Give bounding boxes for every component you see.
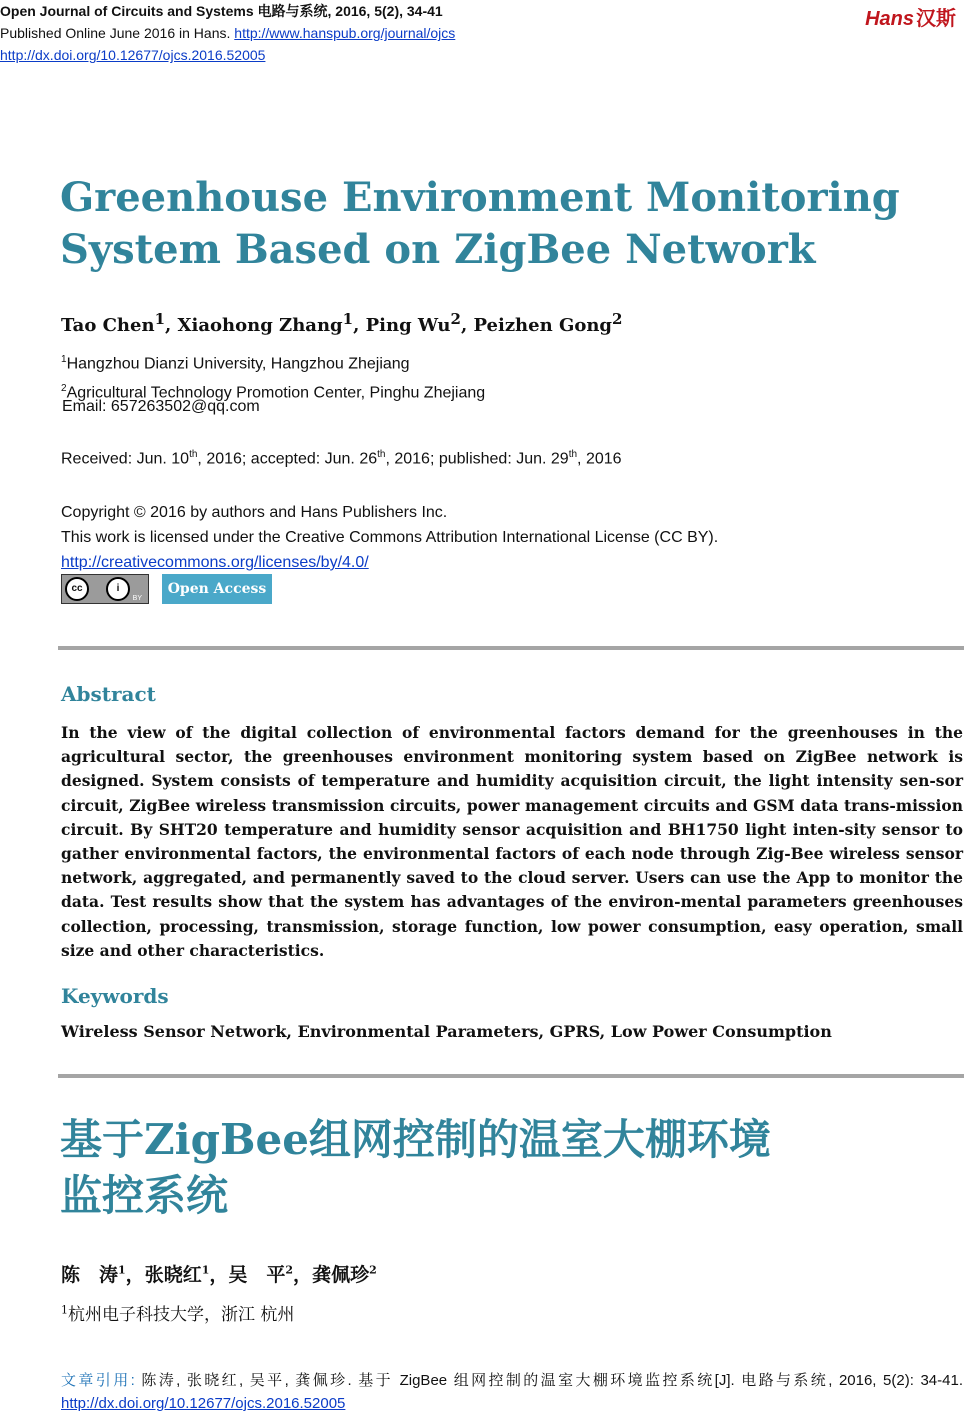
logo-cn: 汉斯 [916,8,956,30]
copyright-block [61,500,718,575]
citation-text: 陈涛, 张晓红, 吴平, 龚佩珍. 基于 ZigBee 组网控制的温室大棚环境监控系统[J]. 电路与系统, 2016, 5(2): 34-41. [141,1372,963,1389]
author: Xiaohong Zhang$^1$, [177,310,366,336]
copyright-line: Copyright © 2016 by authors and Hans Publishers Inc. [61,504,448,521]
keywords-heading: Keywords [61,984,169,1008]
dates-line: Received: Jun. 10th, 2016; accepted: Jun. 26th, 2016; published: Jun. 29th, 2016 [61,449,622,468]
title-cn-line: 基于ZigBee组网控制的温室大棚环境 [60,1115,771,1164]
author: Ping Wu$^2$, [365,310,474,336]
published-prefix: Published Online June 2016 in Hans. [0,25,235,41]
open-access-badge: Open Access [162,574,272,604]
license-line: This work is licensed under the Creative Commons Attribution International License (CC BY). [61,529,719,546]
abstract-text: In the view of the digital collection of environmental factors demand for the greenhouses in the agricultural sector, the greenhouses environment monitoring system based on ZigBee network is designed. System consists of temperature and humidity acquisition circuit, the light intensity sen-sor circuit, ZigBee wireless transmission circuits, power management circuits and GSM data trans-mission circuit. By SHT20 temperature and humidity sensor acquisition and BH1750 light inten-sity sensor to gather environmental factors, the environmental factors of each node through Zig-Bee wireless sensor network, aggregated, and permanently saved to the cloud server. Users can use the App to monitor the data. Test results show that the system has advantages of the environ-mental parameters greenhouses collection, processing, transmission, storage function, low power consumption, easy operation, small size and other characteristics. [61,723,963,960]
email-line: Email: 657263502@qq.com [62,398,260,415]
citation-block [61,1369,963,1415]
affiliations-en [61,347,485,406]
paper-title-en: Greenhouse Environment Monitoring System Based on ZigBee Network [60,174,900,273]
authors-cn [61,1260,377,1287]
person-icon: i [106,577,130,601]
license-link[interactable]: http://creativecommons.org/licenses/by/4.0/ [61,554,369,571]
journal-link[interactable]: http://www.hanspub.org/journal/ojcs [234,25,456,41]
abstract-heading: Abstract [61,682,156,706]
doi-link[interactable]: http://dx.doi.org/10.12677/ojcs.2016.52005 [0,47,266,63]
journal-line: Open Journal of Circuits and Systems 电路与系统, 2016, 5(2), 34-41 [0,3,443,19]
author: 张晓红$^1$， [144,1263,229,1286]
author: 吴 平$^2$， [228,1263,313,1286]
section-divider [58,1074,964,1078]
title-cn-line: 监控系统 [60,1171,229,1220]
author: 陈 涛$^1$， [61,1263,145,1286]
by-label: BY [132,595,142,602]
doi-line [0,44,455,66]
logo-text: Hans [865,8,914,30]
affiliation-cn: $^1$杭州电子科技大学，浙江 杭州 [61,1303,295,1325]
section-divider [58,646,964,650]
author: 龚佩珍$^2$ [312,1263,377,1286]
citation-doi-link[interactable]: http://dx.doi.org/10.12677/ojcs.2016.52005 [61,1395,346,1412]
hans-logo [865,2,956,31]
author: Tao Chen$^1$, [61,310,178,336]
paper-title-cn [60,1112,920,1224]
cc-icon: cc [65,577,89,601]
affiliation: $^1$Hangzhou Dianzi University, Hangzhou Zhejiang [61,354,410,373]
journal-header [0,0,455,66]
authors-en [61,310,622,336]
author: Peizhen Gong$^2$ [473,310,623,336]
cc-by-badge[interactable] [61,574,149,604]
affiliation: $^2$Agricultural Technology Promotion Center, Pinghu Zhejiang [61,383,486,402]
citation-label: 文章引用: [61,1372,142,1389]
published-line [0,22,455,44]
keywords-text: Wireless Sensor Network, Environmental Parameters, GPRS, Low Power Consumption [61,1022,832,1041]
